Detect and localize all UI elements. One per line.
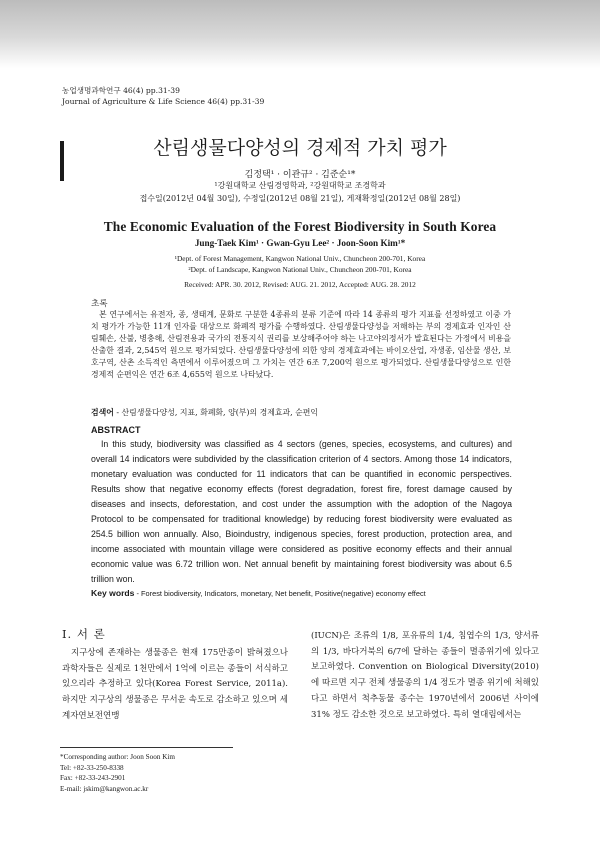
abstract-ko-heading: 초록 [91,299,108,309]
keywords-en-label: Key words [91,588,135,598]
dates-ko: 접수일(2012년 04월 30일), 수정일(2012년 08월 21일), 게재확정일(2012년 08월 28일) [139,194,461,203]
author-fax: Fax: +82-33-243-2901 [60,774,126,782]
keywords-ko-list: - 산림생물다양성, 지표, 화폐화, 양(부)의 경제효과, 순편익 [113,408,318,417]
section-heading-introduction: Ⅰ. 서 론 [62,627,106,641]
abstract-ko-text: 본 연구에서는 유전자, 종, 생태계, 문화로 구분한 4종류의 분류 기준에 따라 14 종류의 평가 지표를 선정하였고 이중 가치 평가가 가능한 11개 인자를 대상으로 화폐적 평가를 수행하였다. 산림생물다양성을 저해하는 부의 경제효과 인자인 산림훼손, 산불, 병충해, 산림전용과 국가의 전통지식 권리를 보상해주어야 하는 나고야의정서가 발효된다는 가정에서 비용을 산출한 결과, 2,545억 원으로 평가되었다. 산림생물다양성에 의한 양의 경제효과에는 바이오산업, 자생종, 임산물 생산, 보호구역, 산촌 소득적인 측면에서 이루어졌으며 그 가치는 연간 6조 7,200억 원으로 평가되었다. 산림생물다양성으로 인한 경제적 순편익은 연간 6조 4,655억 원으로 나타났다. [91,310,511,379]
affiliations-ko: ¹강원대학교 산림경영학과, ²강원대학교 조경학과 [214,181,386,190]
journal-citation-ko: 농업생명과학연구 46(4) pp.31-39 [62,86,180,95]
journal-citation-en: Journal of Agriculture & Life Science 46(4) pp.31-39 [62,97,265,106]
author-email: E-mail: jskim@kangwon.ac.kr [60,784,149,793]
abstract-ko [91,309,511,381]
affiliation-en-1: ¹Dept. of Forest Management, Kangwon National Univ., Chuncheon 200-701, Korea [174,254,426,263]
authors-en: Jung-Taek Kim¹ · Gwan-Gyu Lee² · Joon-Soon Kim¹* [194,238,406,248]
keywords-en [91,588,426,598]
corresponding-author: *Corresponding author: Joon Soon Kim [60,753,175,761]
body-column-left [62,646,288,725]
footnote-divider [60,747,233,748]
header-band [0,0,600,68]
abstract-en-heading: ABSTRACT [91,425,141,435]
affiliation-en-2: ²Dept. of Landscape, Kangwon National Univ., Chuncheon 200-701, Korea [188,265,412,274]
abstract-en-text: In this study, biodiversity was classified as 4 sectors (genes, species, ecosystems, and cultures) and overall 14 indicators were subdivided by the classification criterion of 4 sectors. Among those 14 indicators, monetary evaluation was conducted for 11 indicators that can be quantified in economic perspectives. Results show that negative economy effects (forest degradation, forest fire, forest damage caused by diseases and insects, deforestation, and cost under the assumption with the adoption of the Nagoya Protocol to be compensated for traditional knowledge) by reducing forest biodiversity were evaluated as 254.5 billion won annually. Also, Bioindustry, indigenous species, forest production, protection area, and income associated with mountain village were considered as positive economy effects and their annual economic value was 6.72 trillion won. Net annual benefit by maintaining forest biodiversity was about 6.5 trillion won. [91,439,512,584]
journal-citation [62,85,264,107]
footnote [60,752,175,794]
body-paragraph-right: (IUCN)은 조류의 1/8, 포유류의 1/4, 침엽수의 1/3, 양서류의 1/3, 바다거북의 6/7에 달하는 종들이 멸종위기에 있다고 보고하였다. Convention on Biological Diversity(2010)에 따르면 지구 전체 생물종의 1/4 정도가 멸종 위기에 처해있다고 하면서 척추동물 종수는 1970년에서 2006년 사이에 31% 정도 감소한 것으로 보고하였다. 특히 열대림에서는 [311,631,539,720]
received-dates: Received: APR. 30. 2012, Revised: AUG. 21. 2012, Accepted: AUG. 28. 2012 [184,280,416,289]
body-paragraph-left: 지구상에 존재하는 생물종은 현재 175만종이 밝혀졌으나 과학자들은 실제로 1천만에서 1억에 이르는 종들이 서식하고 있으리라 추정하고 있다(Korea Forest Service, 2011a). 하지만 지구상의 생물종은 무서운 속도로 감소하고 있으며 세계자연보전연맹 [62,648,288,721]
keywords-en-list: - Forest biodiversity, Indicators, monetary, Net benefit, Positive(negative) economy effect [134,589,426,598]
body-column-right [311,629,539,723]
paper-title-ko: 산림생물다양성의 경제적 가치 평가 [153,137,447,159]
abstract-en [91,437,512,587]
keywords-ko [91,407,318,418]
paper-title-en: The Economic Evaluation of the Forest Biodiversity in South Korea [103,219,497,234]
author-tel: Tel: +82-33-250-8338 [60,763,124,772]
authors-ko: 김정택¹ · 이관규² · 김준순¹* [244,170,356,180]
keywords-ko-label: 검색어 [91,408,114,417]
